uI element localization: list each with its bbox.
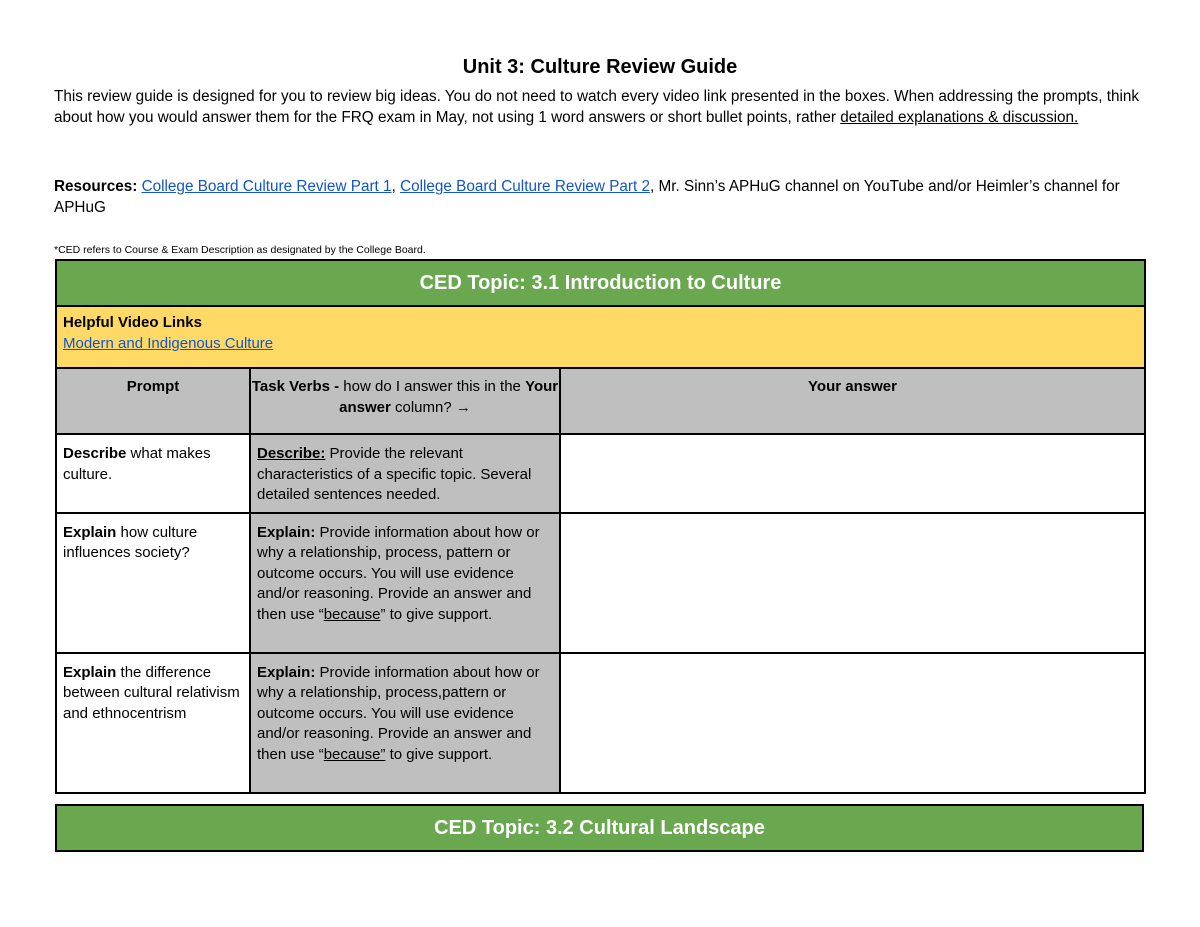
prompt-cell xyxy=(56,434,250,513)
prompt-cell xyxy=(56,653,250,793)
task-verb-text-end: to give support. xyxy=(385,745,493,763)
topic-3-2-heading: CED Topic: 3.2 Cultural Landscape xyxy=(56,805,1143,851)
task-verb-text: Provide the relevant characteristics of a specific topic. Several detailed sentences needed. xyxy=(257,445,532,503)
answer-cell[interactable] xyxy=(560,434,1145,513)
task-verb-underlined: because xyxy=(323,605,381,623)
task-verbs-header-bold: Task Verbs - xyxy=(251,378,344,395)
resources-label: Resources: xyxy=(54,178,138,195)
table-row xyxy=(56,653,1145,793)
prompt-verb: Explain xyxy=(63,523,117,541)
topic-3-2-table xyxy=(55,804,1144,852)
task-verb-text: Provide information about how or why a relationship, process, pattern or outcome occurs. You will use evidence and/or reasoning. Provide an answer and then use “ xyxy=(257,523,540,623)
prompt-header-text: Prompt xyxy=(126,378,180,395)
resources-paragraph xyxy=(54,176,1144,218)
intro-underlined-text: detailed explanations & discussion. xyxy=(840,109,1079,126)
answer-cell[interactable] xyxy=(560,513,1145,653)
task-verb: Explain: xyxy=(257,663,316,681)
prompt-verb: Describe xyxy=(63,445,127,462)
college-board-review-part2-link[interactable]: College Board Culture Review Part 2 xyxy=(400,178,651,195)
prompt-text: the difference between cultural relativism and ethnocentrism xyxy=(63,663,240,722)
answer-column-header xyxy=(560,368,1145,434)
table-row xyxy=(56,513,1145,653)
task-verbs-column-header xyxy=(250,368,560,434)
column-header-row xyxy=(56,368,1145,434)
task-verb: Explain: xyxy=(257,523,316,541)
topic-3-1-header-row xyxy=(56,260,1145,306)
task-verb-cell xyxy=(250,653,560,793)
topic-3-1-heading: CED Topic: 3.1 Introduction to Culture xyxy=(56,260,1145,306)
college-board-review-part1-link[interactable]: College Board Culture Review Part 1 xyxy=(141,178,392,195)
task-verb: Describe: xyxy=(257,445,326,462)
resources-separator: , xyxy=(391,178,401,195)
answer-header-text: Your answer xyxy=(808,378,897,395)
intro-paragraph xyxy=(54,86,1144,128)
task-verbs-header-text: how do I answer this in the xyxy=(343,378,526,395)
modern-indigenous-culture-link[interactable]: Modern and Indigenous Culture xyxy=(63,334,274,352)
topic-3-2-header-row xyxy=(56,805,1143,851)
video-links-cell xyxy=(56,306,1145,368)
prompt-text: what makes culture. xyxy=(63,445,211,483)
task-verb-cell xyxy=(250,513,560,653)
task-verb-text-end: ” to give support. xyxy=(380,605,493,623)
answer-cell[interactable] xyxy=(560,653,1145,793)
resources-rest-text: , Mr. Sinn’s APHuG channel on YouTube and/or Heimler’s channel for APHuG xyxy=(54,178,1120,216)
task-verbs-header-bold2: Your answer xyxy=(339,378,559,416)
task-verb-cell xyxy=(250,434,560,513)
prompt-cell xyxy=(56,513,250,653)
prompt-verb: Explain xyxy=(63,663,117,681)
intro-text: This review guide is designed for you to review big ideas. You do not need to watch every video link presented in the boxes. When addressing the prompts, think about how you would answer them for the FRQ exam in May, not using 1 word answers or short bullet points, rather xyxy=(54,88,1140,126)
topic-3-1-table xyxy=(55,259,1146,794)
page-title: Unit 3: Culture Review Guide xyxy=(462,56,738,78)
prompt-text: how culture influences society? xyxy=(63,523,198,561)
video-links-row xyxy=(56,306,1145,368)
ced-footnote: *CED refers to Course & Exam Description as designated by the College Board. xyxy=(54,244,426,256)
prompt-column-header xyxy=(56,368,250,434)
task-verb-text: Provide information about how or why a relationship, process,pattern or outcome occurs. You will use evidence and/or reasoning. Provide an answer and then use “ xyxy=(257,663,540,763)
video-links-label: Helpful Video Links xyxy=(63,314,202,331)
table-row xyxy=(56,434,1145,513)
task-verbs-header-text2: column? → xyxy=(390,398,471,416)
task-verb-underlined: because” xyxy=(323,745,386,763)
